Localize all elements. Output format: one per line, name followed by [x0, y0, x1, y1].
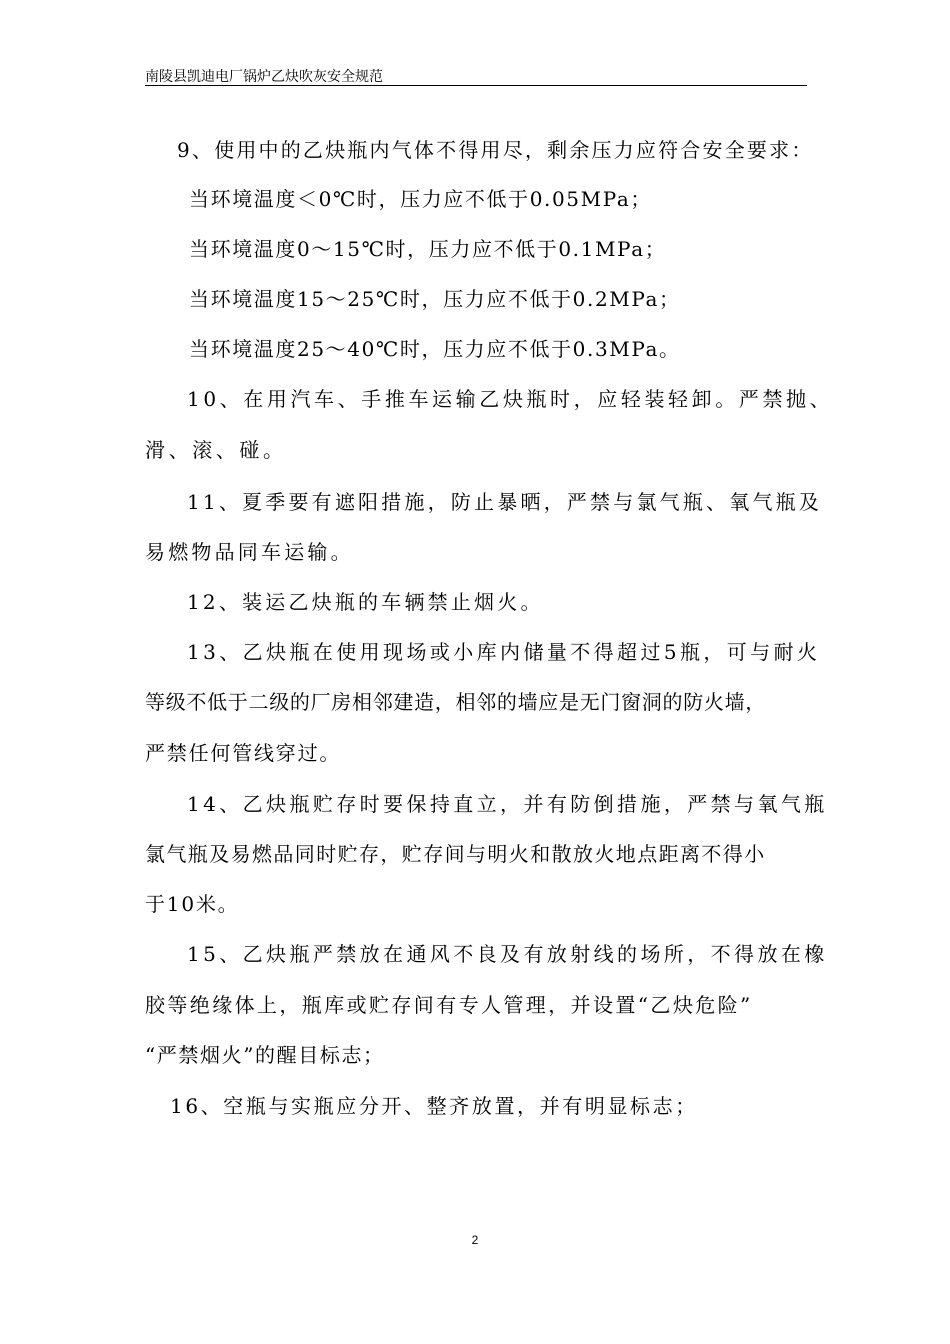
body-line: 10、在用汽车、手推车运输乙炔瓶时，应轻装轻卸。严禁抛、	[187, 387, 834, 411]
body-line: 等级不低于二级的厂房相邻建造，相邻的墙应是无门窗洞的防火墙，	[145, 690, 766, 714]
body-line: 15、乙炔瓶严禁放在通风不良及有放射线的场所，不得放在橡	[187, 942, 828, 966]
body-line: 当环境温度15～25℃时，压力应不低于0.2MPa；	[189, 287, 681, 311]
body-line: 氯气瓶及易燃品同时贮存，贮存间与明火和散放火地点距离不得小	[145, 842, 766, 866]
page-number: 2	[471, 1233, 479, 1247]
running-header: 南陵县凯迪电厂锅炉乙炔吹灰安全规范	[145, 69, 383, 85]
body-line: 易燃物品同车运输。	[145, 540, 354, 564]
body-line: 当环境温度25～40℃时，压力应不低于0.3MPa。	[189, 337, 681, 361]
body-line: 于10米。	[145, 892, 240, 916]
body-line: 9、使用中的乙炔瓶内气体不得用尽，剩余压力应符合安全要求：	[177, 138, 814, 162]
body-line: 胶等绝缘体上，瓶库或贮存间有专人管理，并设置“乙炔危险”	[145, 993, 753, 1017]
body-line: 严禁任何管线穿过。	[145, 741, 342, 765]
body-line: 12、装运乙炔瓶的车辆禁止烟火。	[187, 590, 544, 614]
body-line: 11、夏季要有遮阳措施，防止暴晒，严禁与氯气瓶、氧气瓶及	[187, 490, 823, 514]
body-line: 13、乙炔瓶在使用现场或小库内储量不得超过5瓶，可与耐火	[187, 640, 821, 664]
body-line: “严禁烟火”的醒目标志；	[145, 1043, 385, 1067]
header-divider	[145, 85, 807, 86]
body-line: 14、乙炔瓶贮存时要保持直立，并有防倒措施，严禁与氧气瓶	[187, 792, 828, 816]
body-line: 16、空瓶与实瓶应分开、整齐放置，并有明显标志；	[170, 1094, 698, 1118]
body-line: 滑、滚、碰。	[145, 438, 287, 462]
body-line: 当环境温度＜0℃时，压力应不低于0.05MPa；	[189, 187, 652, 211]
body-line: 当环境温度0～15℃时，压力应不低于0.1MPa；	[189, 237, 667, 261]
